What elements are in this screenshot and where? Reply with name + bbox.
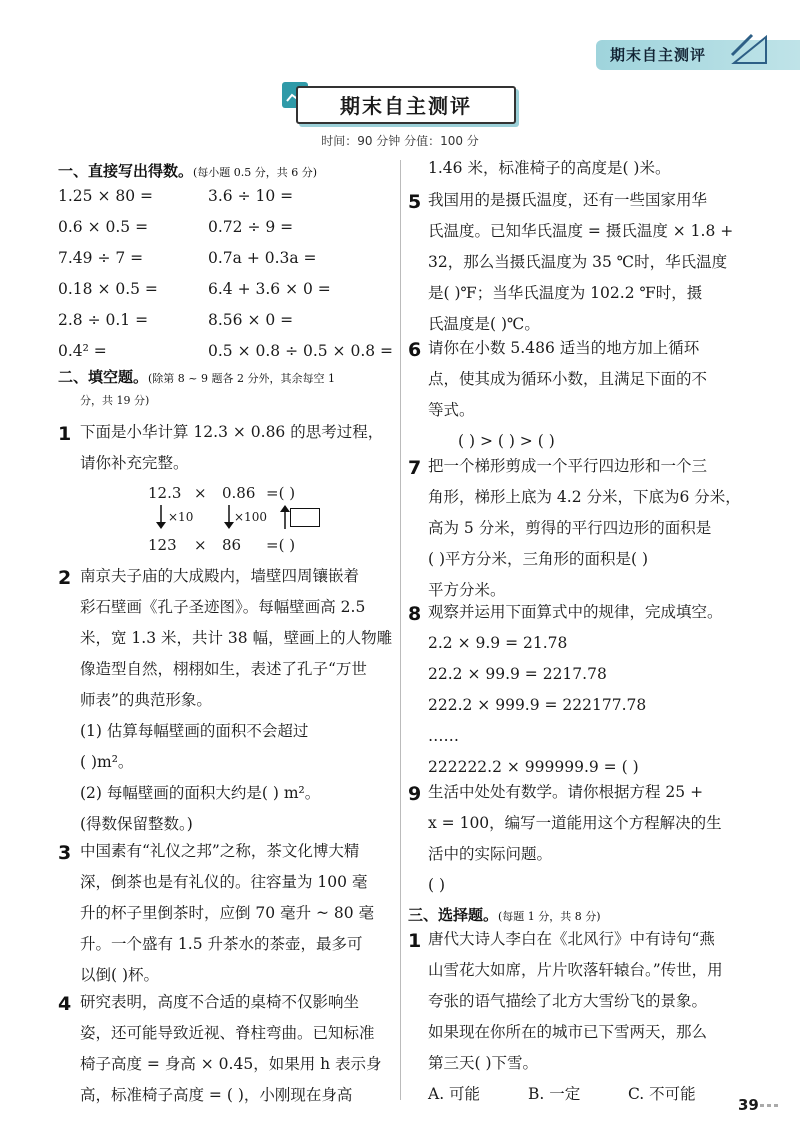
down-arrow-icon	[154, 504, 168, 530]
question-line: (1) 估算每幅壁画的面积不会超过	[80, 722, 309, 740]
calc-row	[58, 181, 398, 212]
question-line: 氏温度。已知华氏温度 = 摄氏温度 × 1.8 +	[428, 222, 734, 240]
question-line: 角形，梯形上底为 4.2 分米，下底为6 分米，	[428, 488, 741, 506]
diagram-operator: ×	[194, 536, 207, 554]
diagram-operator: ×	[194, 484, 207, 502]
question-line: 2.2 × 9.9 = 21.78	[428, 634, 568, 652]
question-line: 以倒( )杯。	[80, 966, 160, 984]
option-a[interactable]: A. 可能	[428, 1085, 481, 1103]
calc-row	[58, 212, 398, 243]
section-3-title: 三、选择题。	[408, 906, 499, 924]
choice-question-1	[428, 924, 773, 1110]
question-line: 姿，还可能导致近视、脊柱弯曲。已知标准	[80, 1024, 375, 1042]
calc-row	[58, 243, 398, 274]
question-line: 山雪花大如席，片片吹落轩辕台。”传世，用	[428, 961, 723, 979]
question-line: 222.2 × 999.9 = 222177.78	[428, 696, 647, 714]
question-line: 研究表明，高度不合适的桌椅不仅影响坐	[80, 993, 360, 1011]
question-line: 米，宽 1.3 米，共计 38 幅，壁画上的人物雕	[80, 629, 393, 647]
question-4	[80, 987, 400, 1111]
exam-info: 时间：90 分钟 分值：100 分	[321, 134, 479, 148]
calc-row	[58, 336, 398, 367]
calc-row	[58, 274, 398, 305]
question-line: ( )平方分米，三角形的面积是( )	[428, 550, 649, 568]
question-line: ( ) > ( ) > ( )	[458, 432, 555, 450]
calc-item: 0.72 ÷ 9 =	[208, 218, 294, 236]
question-number: 3	[58, 842, 72, 864]
diagram-blank: =( )	[266, 536, 296, 554]
question-6	[428, 333, 773, 457]
question-8	[428, 597, 773, 783]
question-line: 南京夫子庙的大成殿内，墙壁四周镶嵌着	[80, 567, 360, 585]
diagram-value: 123	[148, 536, 177, 554]
question-line: 像造型自然，栩栩如生，表述了孔子“万世	[80, 660, 367, 678]
question-line: 高，标准椅子高度 = ( )，小刚现在身高	[80, 1086, 353, 1104]
page-number-decoration	[760, 1104, 778, 1107]
option-c[interactable]: C. 不可能	[628, 1085, 696, 1103]
question-4-continued: 1.46 米，标准椅子的高度是( )米。	[428, 159, 671, 177]
calc-item: 2.8 ÷ 0.1 =	[58, 311, 149, 329]
section-2-note-cont: 分，共 19 分)	[80, 394, 150, 407]
section-1-heading	[58, 160, 317, 181]
diagram-value: 86	[222, 536, 242, 554]
diagram-blank: =( )	[266, 484, 296, 502]
calc-item: 7.49 ÷ 7 =	[58, 249, 144, 267]
question-number: 8	[408, 603, 422, 625]
section-1-title: 一、直接写出得数。	[58, 162, 194, 180]
question-line: 生活中处处有数学。请你根据方程 25 +	[428, 783, 704, 801]
question-line: 22.2 × 99.9 = 2217.78	[428, 665, 607, 683]
question-line: 请你在小数 5.486 适当的地方加上循环	[428, 339, 700, 357]
question-line: ( )	[428, 876, 446, 894]
question-line: 下面是小华计算 12.3 × 0.86 的思考过程，	[80, 423, 384, 441]
calc-item: 1.25 × 80 =	[58, 187, 153, 205]
question-number: 5	[408, 191, 422, 213]
question-line: 平方分米。	[428, 581, 506, 599]
question-line: 观察并运用下面算式中的规律，完成填空。	[428, 603, 723, 621]
question-line: 椅子高度 = 身高 × 0.45，如果用 h 表示身	[80, 1055, 382, 1073]
question-line: 请你补充完整。	[80, 454, 189, 472]
question-line: 等式。	[428, 401, 475, 419]
question-5	[428, 185, 773, 340]
calc-item: 8.56 × 0 =	[208, 311, 294, 329]
section-3-heading	[408, 904, 601, 925]
section-2-heading	[58, 366, 335, 387]
diagram-value: 0.86	[222, 484, 256, 502]
question-line: 师表”的典范形象。	[80, 691, 212, 709]
diagram-value: 12.3	[148, 484, 182, 502]
question-9	[428, 777, 773, 901]
calc-item: 3.6 ÷ 10 =	[208, 187, 294, 205]
arrow-label: ×100	[234, 510, 267, 524]
question-3	[80, 836, 400, 991]
question-number: 7	[408, 457, 422, 479]
question-line: 如果现在你所在的城市已下雪两天，那么	[428, 1023, 708, 1041]
calc-item: 0.7a + 0.3a =	[208, 249, 317, 267]
question-line: 是( )℉；当华氏温度为 102.2 ℉时，摄	[428, 284, 703, 302]
question-line: 彩石壁画《孔子圣迹图》。每幅壁画高 2.5	[80, 598, 366, 616]
header-tab-label: 期末自主测评	[610, 46, 707, 64]
question-line: (2) 每幅壁画的面积大约是( ) m²。	[80, 784, 321, 802]
question-line: 第三天( )下雪。	[428, 1054, 539, 1072]
question-line: ……	[428, 727, 459, 745]
ruler-triangle-icon	[730, 33, 770, 67]
page-title: 期末自主测评	[340, 94, 472, 118]
section-2-title: 二、填空题。	[58, 368, 149, 386]
calc-item: 0.18 × 0.5 =	[58, 280, 158, 298]
question-line: 升的杯子里倒茶时，应倒 70 毫升 ~ 80 毫	[80, 904, 375, 922]
calc-row	[58, 305, 398, 336]
column-divider	[400, 160, 401, 1100]
calc-item: 0.5 × 0.8 ÷ 0.5 × 0.8 =	[208, 342, 394, 360]
question-line: 升。一个盛有 1.5 升茶水的茶壶，最多可	[80, 935, 363, 953]
question-line: 深，倒茶也是有礼仪的。往容量为 100 毫	[80, 873, 368, 891]
question-line: 高为 5 分米，剪得的平行四边形的面积是	[428, 519, 712, 537]
question-line: x = 100，编写一道能用这个方程解决的生	[428, 814, 722, 832]
q1-diagram	[148, 484, 388, 564]
section-2-note: (除第 8 ~ 9 题各 2 分外，其余每空 1	[148, 372, 335, 385]
question-line: 唐代大诗人李白在《北风行》中有诗句“燕	[428, 930, 715, 948]
question-number: 6	[408, 339, 422, 361]
question-number: 9	[408, 783, 422, 805]
option-b[interactable]: B. 一定	[528, 1085, 581, 1103]
calc-item: 0.6 × 0.5 =	[58, 218, 149, 236]
question-line: ( )m²。	[80, 753, 134, 771]
section-1-note: (每小题 0.5 分，共 6 分)	[193, 166, 318, 179]
question-number: 2	[58, 567, 72, 589]
question-1	[80, 417, 400, 479]
question-line: 222222.2 × 999999.9 = ( )	[428, 758, 639, 776]
question-7	[428, 451, 773, 606]
section-3-note: (每题 1 分，共 8 分)	[498, 910, 601, 923]
question-2	[80, 561, 400, 840]
option-row	[428, 1079, 773, 1110]
question-line: 点，使其成为循环小数，且满足下面的不	[428, 370, 708, 388]
question-line: 32，那么当摄氏温度为 35 ℃时，华氏温度	[428, 253, 728, 271]
question-line: 把一个梯形剪成一个平行四边形和一个三	[428, 457, 708, 475]
question-line: 中国素有“礼仪之邦”之称，茶文化博大精	[80, 842, 360, 860]
question-line: (得数保留整数。)	[80, 815, 193, 833]
question-line: 活中的实际问题。	[428, 845, 553, 863]
calc-item: 0.4² =	[58, 342, 107, 360]
question-line: 我国用的是摄氏温度，还有一些国家用华	[428, 191, 708, 209]
calc-grid	[58, 181, 398, 367]
answer-box	[290, 508, 320, 527]
calc-item: 6.4 + 3.6 × 0 =	[208, 280, 331, 298]
page-number: 39	[738, 1096, 759, 1114]
question-number: 1	[58, 423, 72, 445]
question-number: 1	[408, 930, 422, 952]
question-line: 夸张的语气描绘了北方大雪纷飞的景象。	[428, 992, 708, 1010]
question-line: 氏温度是( )℃。	[428, 315, 540, 333]
arrow-label: ×10	[168, 510, 194, 524]
question-number: 4	[58, 993, 72, 1015]
